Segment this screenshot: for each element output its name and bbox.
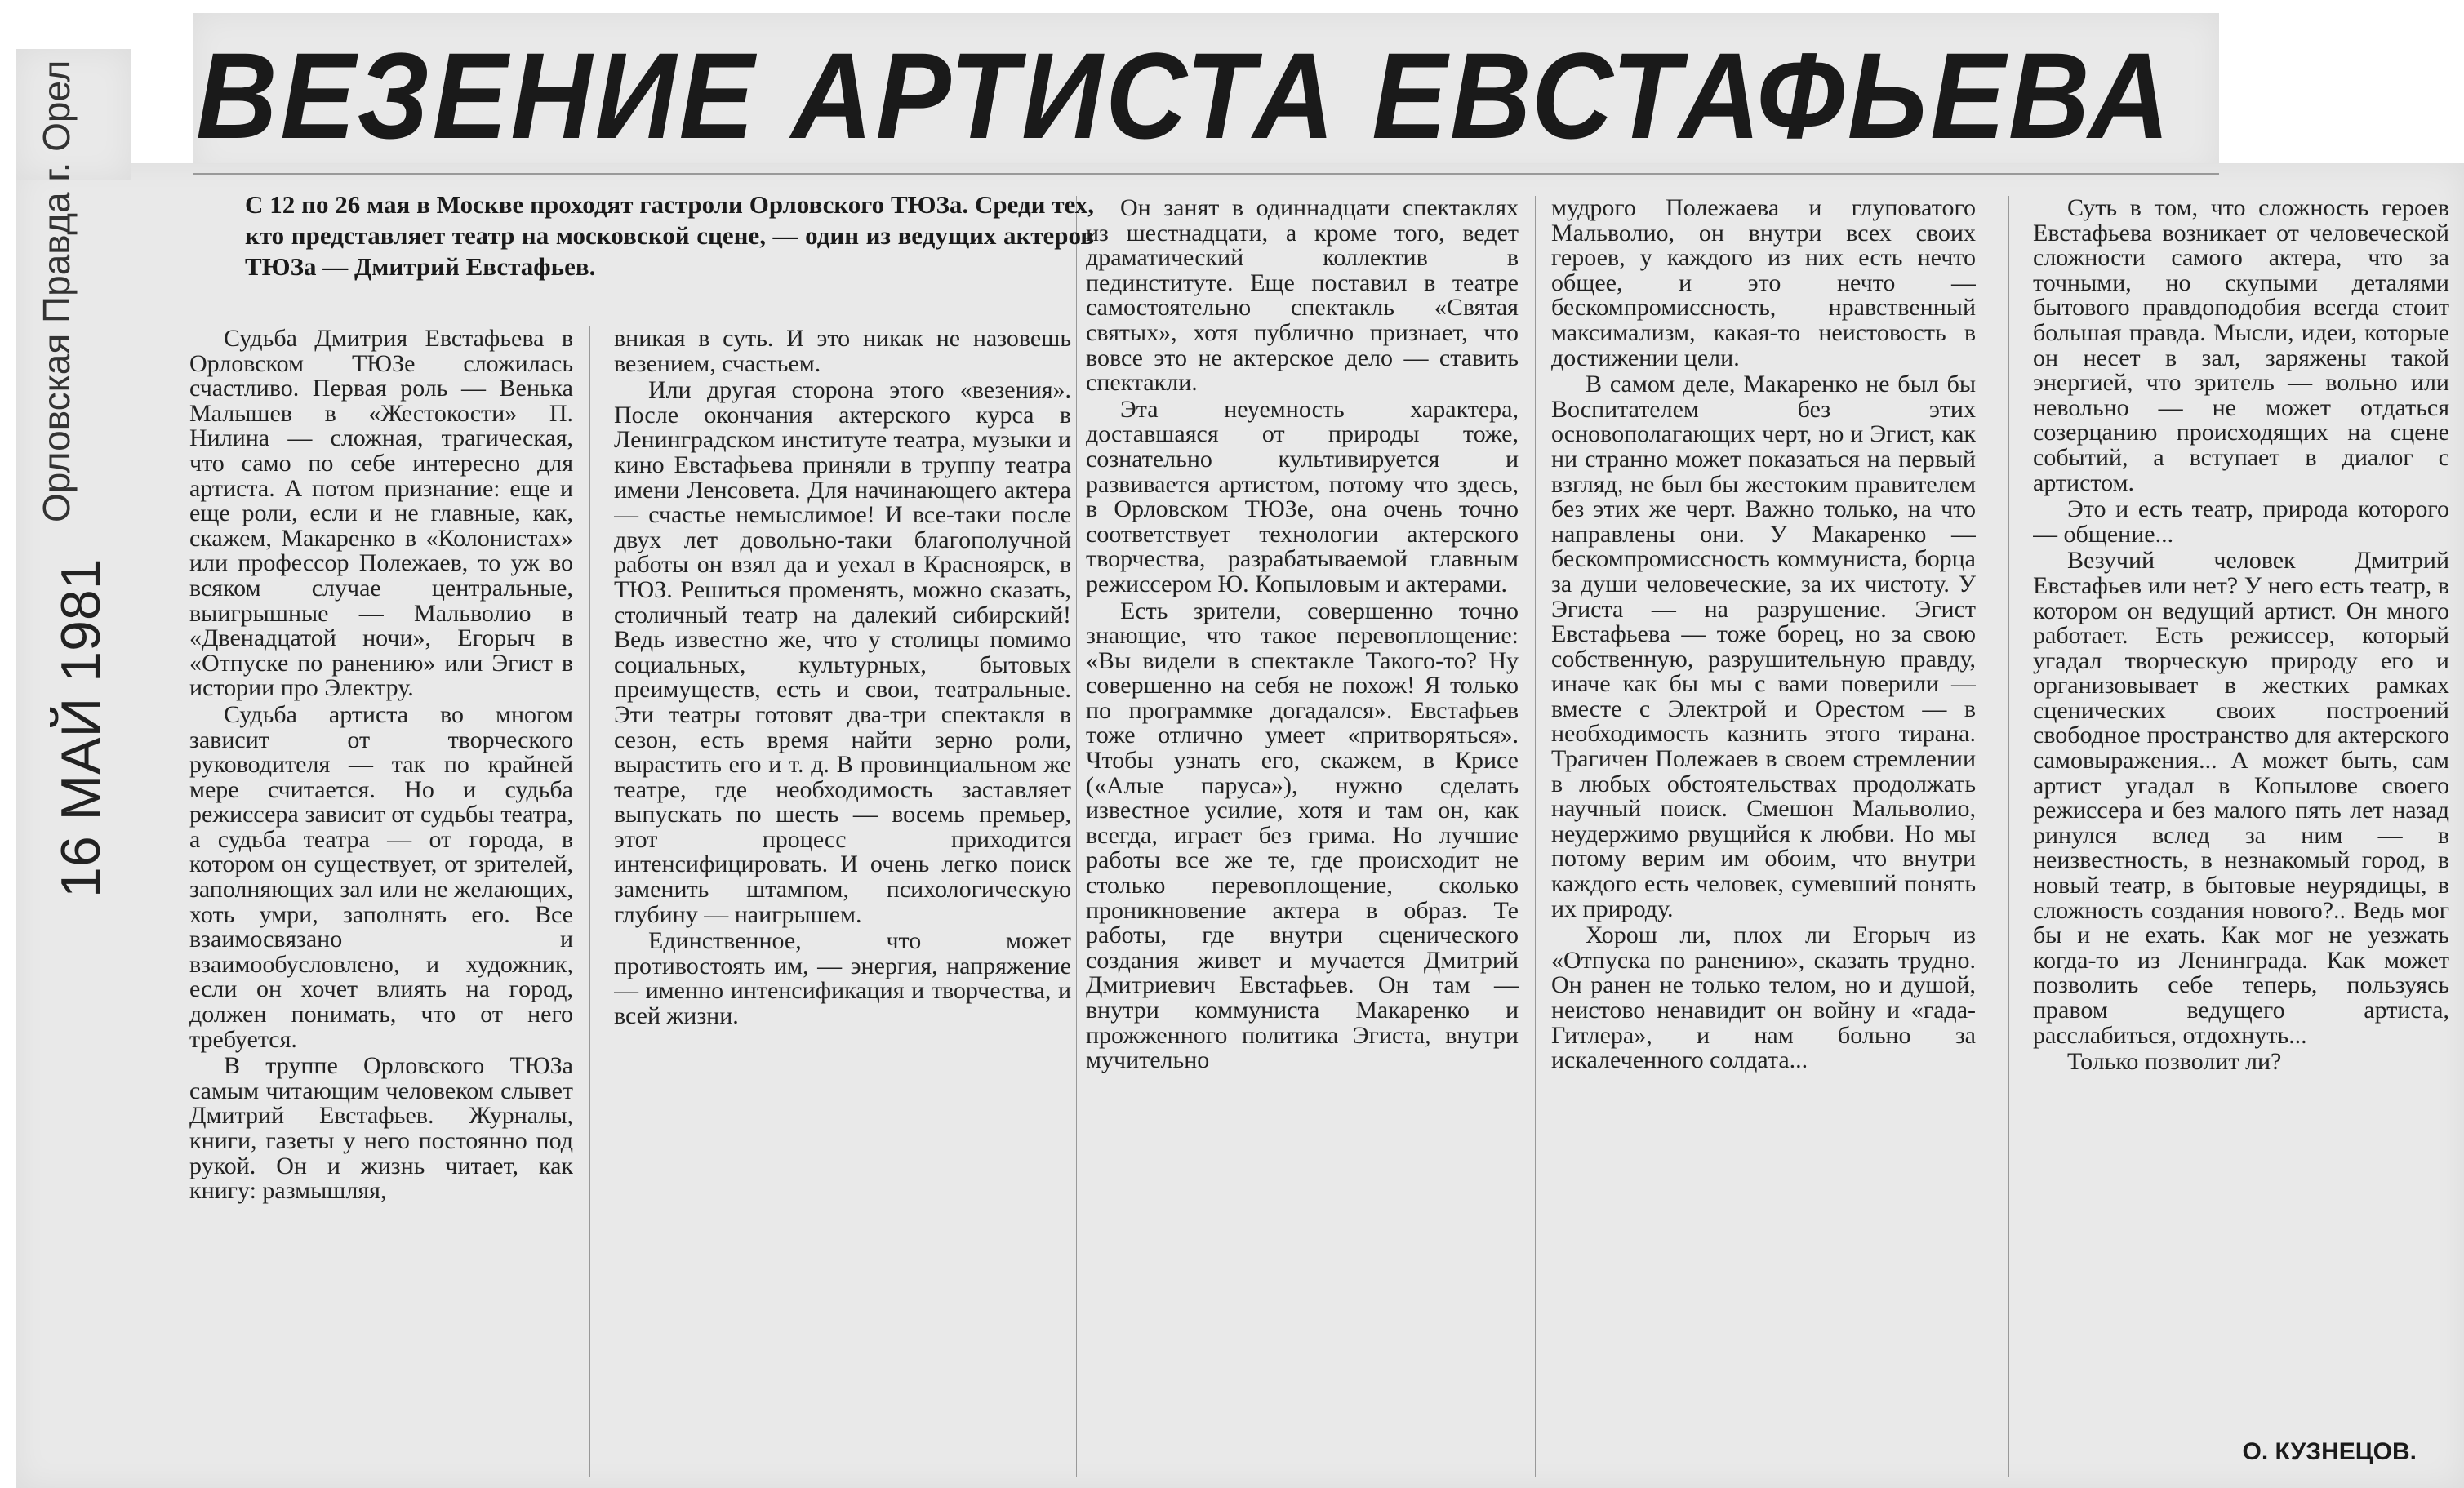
column-divider [1076, 196, 1077, 1477]
paragraph: Везучий человек Дмитрий Евстафьев или нет? У него есть театр, в котором он ведущий артист. Он много работает. Есть режиссер, который угадал творческую природу его и организовывает в жестких рамках сценических своих построений свободное пространство для актерского самовыражения... А может быть, сам артист угадал в Копылове своего режиссера и без малого пять лет назад ринулся вслед за ним — в неизвестность, в незнакомый город, в новый театр, в бытовые неурядицы, в сложность создания нового?.. Ведь мог бы и не ехать. Как мог не уезжать когда-то из Ленинграда. Как может позволить себе теперь, пользуясь правом ведущего артиста, расслабиться, отдохнуть... [2033, 547, 2449, 1049]
article-column-4 [1551, 196, 1976, 1486]
article-column-1 [189, 326, 573, 1486]
author-signature: О. КУЗНЕЦОВ. [2242, 1438, 2417, 1465]
header-divider [193, 173, 2219, 175]
paragraph: В самом деле, Макаренко не был бы Воспитателем без этих основополагающих черт, но и Эгист, как ни странно может показаться на первый взгляд, не был бы жестоким правителем без этих же черт. Важно только, на что направлены они. У Макаренко — бескомпромиссность коммуниста, борца за души человеческие, за их чистоту. У Эгиста — на разрушение. Эгист Евстафьева — тоже борец, но за свою собственную, разрушительную правду, иначе как бы мы с вами поверили — вместе с Электрой и Орестом — в необходимость казнить этого тирана. Трагичен Полежаев в своем стремлении в любых обстоятельствах продолжать научный поиск. Смешон Мальволио, неудержимо рвущийся к любви. Но мы потому верим им обоим, что внутри каждого есть человек, сумевший понять их природу. [1551, 371, 1976, 922]
article-column-5 [2033, 196, 2449, 1437]
paragraph: Судьба артиста во многом зависит от творческого руководителя — так по крайней мере считается. Но и судьба режиссера зависит от судьбы театра, а судьба театра — от города, в котором он существует, от зрителей, заполняющих зал или не желающих, хоть умри, заполнять его. Все взаимосвязано и взаимообусловлено, и художник, если он хочет влиять на город, должен понимать, что от него требуется. [189, 700, 573, 1053]
paragraph: Только позволит ли? [2067, 1048, 2282, 1076]
paragraph: Хорош ли, плох ли Егорыч из «Отпуска по ранению», сказать трудно. Он ранен не только телом, но и душой, неистово ненавидит он войну и «гада-Гитлера», и нам больно за искалеченного солдата... [1551, 922, 1976, 1074]
paragraph: В труппе Орловского ТЮЗа самым читающим человеком слывет Дмитрий Евстафьев. Журналы, книги, газеты у него постоянно под рукой. Он и жизнь читает, как книгу: размышляя, [189, 1052, 573, 1205]
column-divider [1535, 196, 1536, 1477]
newspaper-name: Орловская Правда г. Орел [35, 60, 78, 522]
newspaper-stamp [24, 60, 114, 898]
paragraph: Это и есть театр, природа которого — общение... [2033, 495, 2449, 548]
publication-date: 16 МАЙ 1981 [50, 558, 112, 898]
article-column-3 [1086, 196, 1519, 1486]
paragraph: мудрого Полежаева и глуповатого Мальволио, он внутри всех своих героев, у каждого из них есть нечто общее, и это нечто — бескомпромиссность, нравственный максимализм, какая-то неистовость в достижении цели. [1551, 196, 1976, 371]
paragraph: вникая в суть. И это никак не назовешь везением, счастьем. [614, 326, 1071, 377]
paragraph: Есть зрители, совершенно точно знающие, что такое перевоплощение: «Вы видели в спектакле Такого-то? Ну совершенно на себя не похож! Я только по программке догадался». Евстафьев тоже отлично умеет «притворяться». Чтобы узнать его, скажем, в Крисе («Алые паруса»), нужно сделать известное усилие, хотя и там он, как всегда, играет без грима. Но лучшие работы все же те, где происходит не столько перевоплощение, сколько проникновение актера в образ. Те работы, где внутри сценического создания живет и мучается Дмитрий Дмитриевич Евстафьев. Он там — внутри коммуниста Макаренко и прожженного политика Эгиста, внутри мучительно [1086, 597, 1519, 1074]
paragraph: Эта неуемность характера, доставшаяся от природы тоже, сознательно культивируется и развивается артистом, потому что здесь, в Орловском ТЮЗе, она очень точно соответствует технологии актерского творчества, разрабатываемой главным режиссером Ю. Копыловым и актерами. [1086, 395, 1519, 597]
paragraph: Суть в том, что сложность героев Евстафьева возникает от человеческой сложности самого актера, что за точными, но скупыми деталями бытового правдоподобия всегда стоит большая правда. Мысли, идеи, которые он несет в зал, заряжены такой энергией, что зритель — вольно или невольно — не может отдаться созерцанию происходящих на сцене событий, а вступает в диалог с артистом. [2033, 196, 2449, 496]
paragraph: Судьба Дмитрия Евстафьева в Орловском ТЮЗе сложилась счастливо. Первая роль — Венька Малышев в «Жестокости» П. Нилина — сложная, трагическая, что само по себе интересно для артиста. А потом признание: еще и еще роли, если и не главные, как, скажем, Макаренко в «Колонистах» или профессор Полежаев, то уж во всяком случае центральные, выигрышные — Мальволио в «Двенадцатой ночи», Егорыч в «Отпуске по ранению» или Эгист в истории про Электру. [189, 326, 573, 702]
article-lead: С 12 по 26 мая в Москве проходят гастроли Орловского ТЮЗа. Среди тех, кто представляет театр на московской сцене, — один из ведущих актеров ТЮЗа — Дмитрий Евстафьев. [245, 190, 1094, 281]
paragraph: Или другая сторона этого «везения». После окончания актерского курса в Ленинградском институте театра, музыки и кино Евстафьева приняли в труппу театра имени Ленсовета. Для начинающего актера — счастье немыслимое! И все-таки после двух лет довольно-таки благополучной работы он взял да и уехал в Красноярск, в ТЮЗ. Решиться променять, можно сказать, столичный театр на далекий сибирский! Ведь известно же, что у столицы помимо социальных, культурных, бытовых преимуществ, есть и свои, театральные. Эти театры готовят два-три спектакля в сезон, есть время найти зерно роли, вырастить его и т. д. В провинциальном же театре, где необходимость заставляет выпускать по шесть — восемь премьер, этот процесс приходится интенсифицировать. И очень легко поиск заменить штампом, психологическую глубину — наигрышем. [614, 376, 1071, 928]
column-divider [2008, 196, 2009, 1477]
article-column-2 [614, 326, 1071, 1486]
article-headline: ВЕЗЕНИЕ АРТИСТА ЕВСТАФЬЕВА [196, 27, 2173, 164]
column-divider [589, 326, 590, 1477]
paragraph: Он занят в одиннадцати спектаклях из шестнадцати, а кроме того, ведет драматический коллектив в пединституте. Еще поставил в театре самостоятельно спектакль «Святая святых», хотя публично признает, что вовсе это не актерское дело — ставить спектакли. [1086, 196, 1519, 397]
paragraph: Единственное, что может противостоять им, — энергия, напряжение — именно интенсификация и творчества, и всей жизни. [614, 927, 1071, 1030]
